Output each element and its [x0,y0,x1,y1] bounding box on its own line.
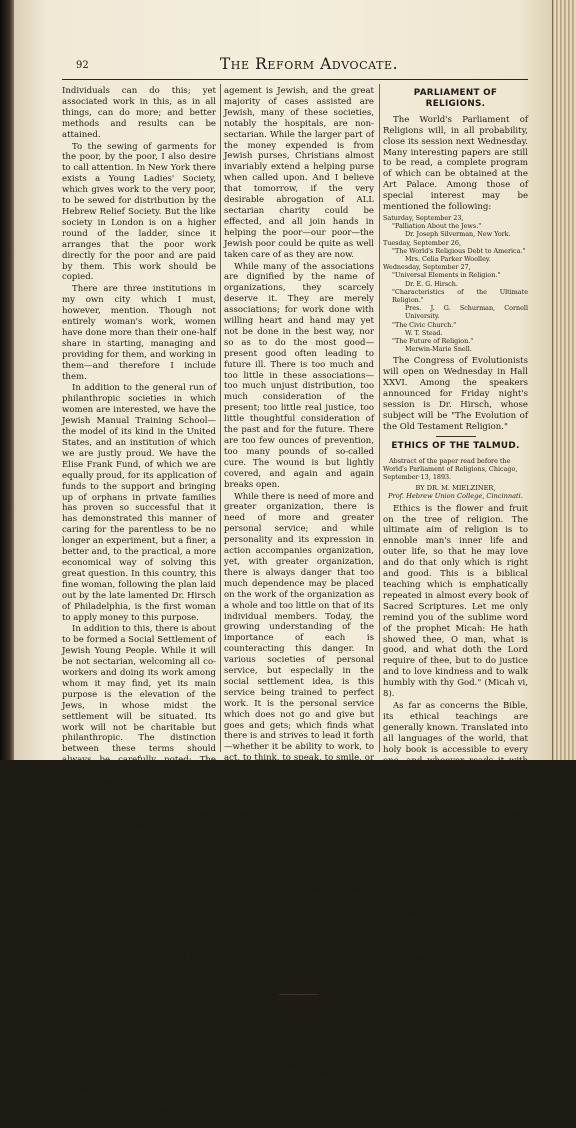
column-divider [379,84,380,752]
program-title: "Universal Elements in Religion." [392,271,501,280]
paragraph: Time will not permit me to go more into detail. I repeat—whatever reports are in our hands are at the disposal of anyone interested. There is also a possibility that they may be printed. [62,930,216,1007]
paragraph: To the sewing of garments for the poor, by the poor, I also desire to call attention. In New York there exists a Young Ladies' Society, which gives work to the very poor, to be sewed for distribution by the Hebrew Relief Society. But the like society in London is on a higher round of the ladder, since it arranges that the poor work directly for the poor and are paid by them. This work should be copied. [62,141,216,283]
paragraph: In addition to this, there is about to be formed a Social Settlement of Jewish Young People. While it will be not sectarian, welcoming all co-workers and doing its work among whom it may find, yet its main purpose is the elevation of the Jews, in whose midst the settlement will be situated. Its work will not be charitable but philanthropic. The distinction between these terms should always be carefully noted: The raising of the people from their outward and inward degradation, the helping of workingmen and women, girls and boys, to learn, to cultivate themselves—to play and relaxation and recreation—that is their mission—to inculcate the principles of independence, of self-dependence, of self-reliance; by living and working directly among them to become their friends, not their benefactors nor patrons, and thus to teach and to influence them as only personal contact can teach and influence. [62,624,216,929]
page-title: The Reform Advocate. [219,55,399,73]
section-rule [436,436,476,437]
program-speaker: Dr. E. G. Hirsch. [405,279,458,288]
section-title: PARLIAMENT OF RELIGIONS. [413,88,498,109]
article-byline [383,484,528,500]
paragraph: agement is Jewish, and the great majority of cases assisted are Jewish, many of these societies, notably the hospitals, are non-sectarian. While the larger part of the money expended is from Jewish purses, Christians almost invariably extend a helping purse when called upon. And I believe that tomorrow, if the very desirable abrogation of ALL sectarian charity could be effected, and all join hands in helping the poor—our poor—the Jewish poor could be quite as well taken care of as they are now. [224,86,374,260]
program-title: "The World's Religious Debt to America." [392,246,526,255]
continued-notice: [TO BE CONTINUED.] [256,980,342,989]
page-header [76,55,542,77]
poem-line: Its form, its name, its mission are forgot. [238,1093,369,1101]
book-binding [0,0,14,760]
program-title: "Palliation About the Jews." [392,222,482,231]
header-rule [62,79,528,80]
article-affiliation: Prof. Hebrew Union College, Cincinnati. [388,491,523,500]
article-author: BY DR. M. MIELZINER, [415,483,496,492]
poem-attribution: —Milton Goldsmith, in Godey's Magazine. [239,1101,374,1109]
poem-line: Exposed to threat'ning rocks of cruel chance, [238,1029,374,1044]
program-list [383,214,528,353]
paragraph: These organizations are Jewish women's organizations, doing work almost exclusively among Jewish people. Yet it must not be judged from this that Jewish women are engaged in exclusively Jewish charity (there is scarcely a charity in which our Jewish women are not represented) nor that Christians take no interest in them. While the man- [62,1008,216,1128]
paragraph: This has been a record of organized work, so-called. There is to follow this a paper on organization. Why devote time to the consideration of this subject? Do we need to study the matter more closely? Are we Jewish women particularly interested, and if so, why? Are we organized? and if not, should we be? and why? [224,797,374,917]
program-title: "The Civic Church." [392,320,457,329]
column-divider [220,84,221,752]
paragraph: The Congress of Evolutionists will open on Wednesday in Hall XXVI. Among the speakers announced for Friday night's session is Dr. Hirsch, whose subject will be "The Evolution of the Old Testament Religion." [383,356,528,432]
poem-line: The sport of every wave of circumstance. [246,1044,374,1059]
paragraph: Although mainly engaged with discussions of the Law, the civil and ritual Law, as developed on the basis of the Bible during Israel's second commonwealth down to the sixth century of the Christian era, the Talmud devotes also much attention to ethical subjects. Not only is one treatise of the Mishna (The Pirke Aboth) almost exclusively occupied with ethical teachings, but such teachings are also very abundantly con- [383,921,528,1073]
paragraph: In addition to the general run of philanthropic societies in which women are interested, we have the Jewish Manual Training School—the model of its kind in the United States, and an institution of which we are justly proud. We have the Elise Frank Fund, of which we are equally proud, for its application of funds to the support and bringing up of orphans in private families has proven so successful that it has demonstrated this manner of caring for the parentless to be no longer an experiment, but a finer, a better and, to the practical, a more economical way of solving this great question. In this country, this fine woman, following the plan laid out by the late lamented Dr. Hirsch of Philadelphia, is the first woman to apply money to this purpose. [62,383,216,623]
program-title: "The Future of Religion." [392,337,474,346]
poem-line: It sinks into the dark oblivion; [238,1070,335,1078]
poem-line: A human life is but a bark at sea, [238,1014,344,1022]
poem-line: Time's restless waters close above the spot, [238,1078,374,1093]
program-day: Wednesday, September 27, [383,263,471,272]
column-right [383,86,528,1073]
section-rule [279,994,319,995]
paragraph: Ethics is the flower and fruit on the tree of religion. The ultimate aim of religion is to ennoble man's inner life and outer life, so that he may love and do that only which is right and good. This is a biblical teaching which is emphatically repeated in almost every book of Sacred Scriptures. Let me only remind you of the sublime word of the prophet Micah: He hath showed thee, O man, what is good, and what doth the Lord require of thee, but to do justice and to love kindness and to walk humbly with thy God." (Micah vi, 8). [383,503,528,700]
program-speaker: Merwin-Marie Snell. [405,345,472,354]
poem-line: And when its brief erratic course is run, [238,1063,367,1071]
paragraph: If you will give me your indulgent attention for some minutes longer, I will endeavor, with your kind permission, to answer these questions. [224,918,374,973]
column-middle [224,86,374,1109]
paragraph: While there is need of more and greater organization, there is need of more and greater personal service; and while personality and its expression in action accompanies organization, yet, with greater organization, there is always danger that too much dependence may be placed on the work of the organization as a whole and too little on that of its individual members. Today, the growing understanding of the importance of each is counteracting this danger. In various societies of personal service, but especially in the social settlement idea, is this service being trained to perfect work. It is the personal service which does not go and give but goes and gets; which finds what there is and strives to lead it forth—whether it be ability to work, to act, to think, to speak, to smile, or what not. That is personal service in a two-fold sense, the service to the served and to the server. [224,491,374,796]
poem-title: AT SEA. [280,999,318,1010]
program-speaker: W. T. Stead. [405,328,443,337]
program-day: Saturday, September 23, [383,213,464,222]
paragraph: While many of the associations are dignified by the name of organizations, they scarcely deserve it. They are merely associations; for work done with willing heart and hand may yet not be done in the best way, nor so as to do the most good—present good often leading to future ill. There is too much and too little in these associations—too much unjust distribution, too much consideration of the present; too little real justice, too little thoughtful consideration of the past and for the future. There are too few ounces of prevention, too many pounds of so-called cure. The wound is but lightly covered, and again and again breaks open. [224,261,374,490]
section-title: ETHICS OF THE TALMUD. [391,440,520,451]
page-number: 92 [76,60,89,71]
program-speaker: Dr. Joseph Silverman, New York. [405,230,511,239]
program-speaker: Pres. J. G. Schurman, Cornell University. [405,304,528,321]
paragraph: There are three institutions in my own city which I must, however, mention. Though not entirely woman's work, women have done more than their one-half share in starting, managing and providing for them, and working in them—and therefore I include them. [62,284,216,382]
program-speaker: Mrs. Celia Parker Woolley. [405,254,491,263]
paragraph: But how about the Talmud, that immense literary work whose authority was long esteemed second to that of the Bible? What are the ethical teachings of the Talmud? [383,854,528,920]
article-abstract: Abstract of the paper read before the World's Parliament of Religions, Chicago, September 13, 1893. [383,456,518,481]
column-left [62,86,216,1128]
page-edges [552,0,576,760]
program-day: Tuesday, September 26, [383,238,461,247]
paragraph: The World's Parliament of Religions will, in all probability, close its session next Wednesday. Many interesting papers are still to be read, a complete program of which can be obtained at the Art Palace. Among those of special interest may be mentioned the following: [383,114,528,213]
paragraph: As far as concerns the Bible, its ethical teachings are generally known. Translated into all languages of the world, that holy book is accessible to every one, and whoever reads it with open eyes and with an unbiased mind will admit that it teaches the highest principles of morality, principles which have not been surpassed and superseded by any ethical system of ancient or modern philosophy. [383,700,528,853]
poem [224,1014,374,1109]
program-title: "Characteristics of the Ultimate Religion." [392,287,528,304]
poem-line: Impelled by shifting winds of destiny; [238,1021,358,1029]
paragraph: Individuals can do this; yet associated work in this, as in all things, can do more; and better methods and results can be attained. [62,86,216,140]
